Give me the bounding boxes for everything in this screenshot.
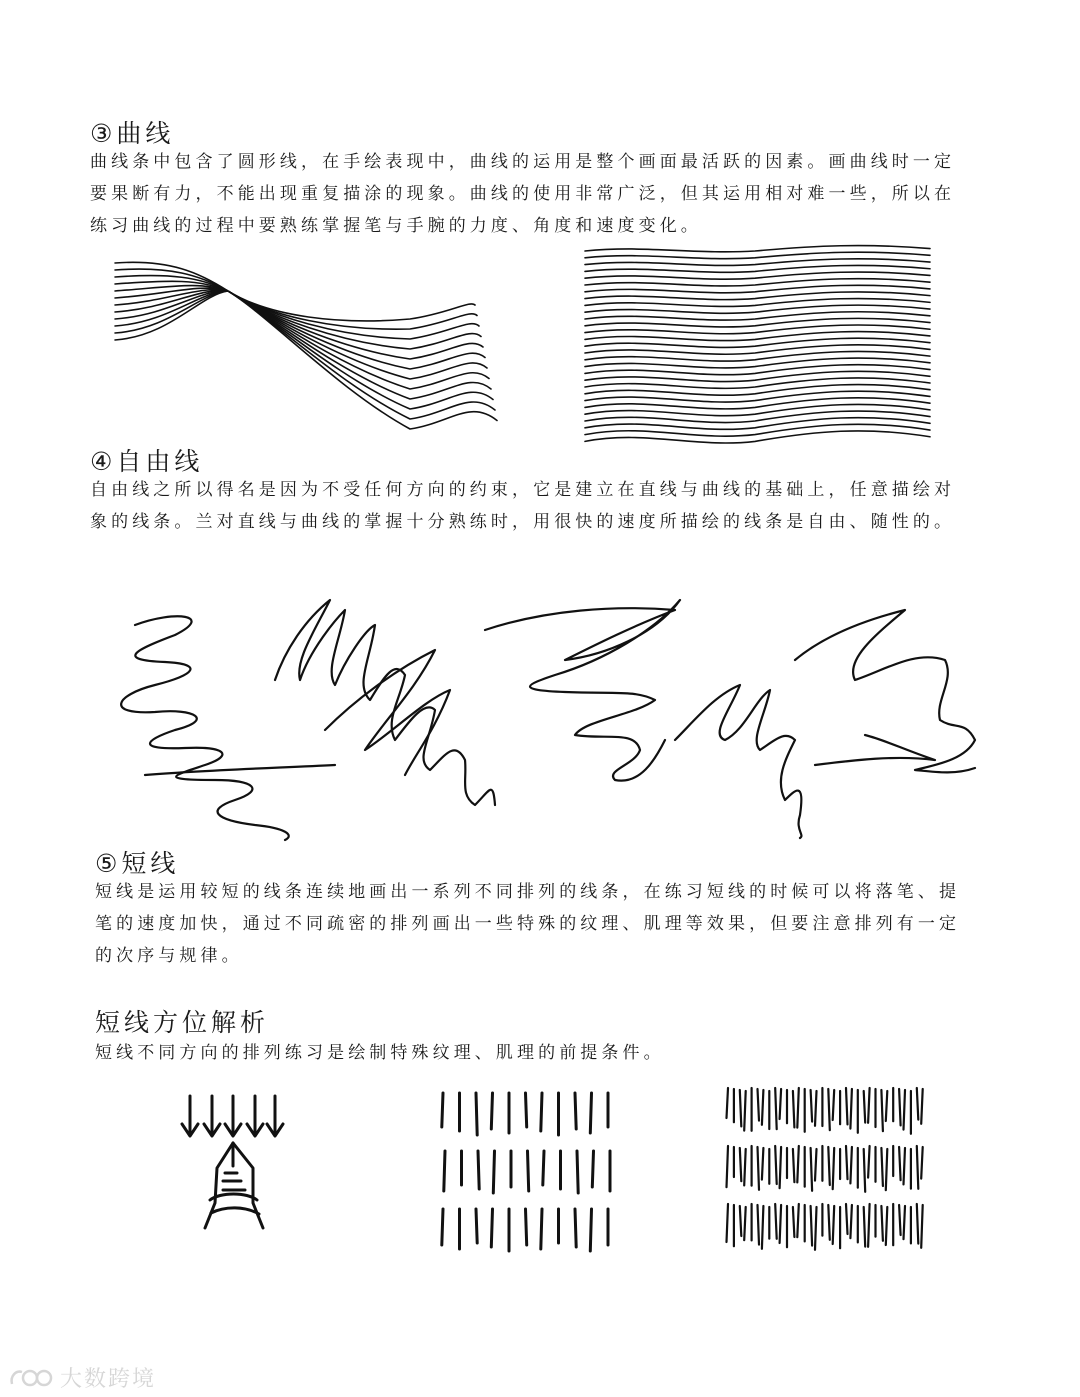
short-stroke <box>526 1209 527 1245</box>
short-stroke <box>541 1209 542 1249</box>
free-scribble-1 <box>121 616 289 840</box>
short-stroke <box>833 1206 835 1244</box>
paragraph-line: 曲线条中包含了圆形线，在手绘表现中，曲线的运用是整个画面最活跃的因素。画曲线时一定 <box>90 152 956 172</box>
free-scribble-4b <box>815 735 935 765</box>
short-stroke <box>815 1149 817 1181</box>
short-stroke <box>758 1205 760 1245</box>
short-stroke <box>850 1089 852 1129</box>
short-stroke <box>886 1149 888 1190</box>
short-stroke <box>775 1088 777 1129</box>
short-stroke <box>740 1206 742 1236</box>
short-stroke <box>744 1149 746 1185</box>
short-stroke <box>744 1207 746 1240</box>
paragraph-line: 短线不同方向的排列练习是绘制特殊纹理、肌理的前提条件。 <box>95 1043 665 1063</box>
short-stroke <box>850 1147 852 1183</box>
short-stroke <box>815 1091 817 1126</box>
free-scribble-3 <box>485 600 680 781</box>
short-stroke <box>793 1149 795 1182</box>
short-stroke <box>846 1088 848 1124</box>
short-stroke <box>491 1209 492 1247</box>
paragraph-line: 象的线条。兰对直线与曲线的掌握十分熟练时，用很快的速度所描绘的线条是自由、随性的。 <box>90 512 956 532</box>
pen-hand-icon <box>205 1143 263 1228</box>
short-stroke <box>478 1151 479 1189</box>
short-stroke <box>921 1205 923 1248</box>
short-stroke <box>528 1151 529 1191</box>
short-stroke <box>762 1206 764 1249</box>
curve-wave-illustration <box>585 245 935 450</box>
short-stroke <box>864 1149 866 1192</box>
wave-line <box>585 418 930 430</box>
short-stroke <box>868 1204 870 1247</box>
short-stroke <box>797 1146 799 1182</box>
short-stroke <box>828 1089 830 1130</box>
paragraph-line: 要果断有力，不能出现重复描涂的现象。曲线的使用非常广泛，但其运用相对难一些，所以在 <box>90 184 956 204</box>
short-stroke <box>543 1151 544 1185</box>
down-arrow-icon <box>247 1096 263 1136</box>
short-stroke <box>590 1209 591 1251</box>
short-stroke <box>793 1091 795 1127</box>
down-arrow-icon <box>267 1096 283 1136</box>
short-stroke <box>758 1147 760 1190</box>
short-stroke <box>762 1148 764 1180</box>
short-stroke <box>775 1146 777 1184</box>
short-stroke <box>828 1147 830 1185</box>
short-stroke <box>921 1147 923 1179</box>
short-stroke <box>828 1205 830 1240</box>
short-stroke <box>921 1089 923 1124</box>
short-stroke <box>780 1089 782 1119</box>
down-arrow-icon <box>182 1096 198 1136</box>
short-stroke <box>727 1204 729 1242</box>
short-stroke <box>917 1146 919 1189</box>
short-stroke <box>740 1148 742 1181</box>
short-lines-sparse-illustration <box>435 1085 635 1255</box>
short-stroke <box>864 1091 866 1123</box>
short-stroke <box>727 1088 729 1118</box>
paragraph-line: 笔的速度加快，通过不同疏密的排列画出一些特殊的纹理、肌理等效果，但要注意排列有一定 <box>95 914 961 934</box>
short-stroke <box>811 1148 813 1191</box>
short-stroke <box>917 1204 919 1244</box>
wave-line <box>585 431 930 443</box>
short-stroke <box>815 1207 817 1250</box>
paragraph-line: 自由线之所以得名是因为不受任何方向的约束，它是建立在直线与曲线的基础上，任意描绘对 <box>90 480 956 500</box>
short-stroke <box>476 1093 477 1135</box>
wave-line <box>585 404 930 415</box>
free-scribble-3b <box>675 685 801 838</box>
short-stroke <box>881 1206 883 1241</box>
paragraph-line: 短线是运用较短的线条连续地画出一系列不同排列的线条，在练习短线的时候可以将落笔、提 <box>95 882 961 902</box>
short-stroke <box>762 1090 764 1125</box>
short-stroke <box>775 1204 777 1239</box>
short-stroke <box>780 1147 782 1188</box>
short-stroke <box>886 1091 888 1121</box>
short-stroke <box>442 1093 443 1127</box>
short-stroke <box>590 1093 591 1133</box>
short-stroke <box>575 1209 576 1247</box>
watermark-text: 大数跨境 <box>60 1367 157 1392</box>
short-stroke <box>793 1207 795 1237</box>
section-title-curve: ③曲线 <box>90 119 175 148</box>
short-stroke <box>491 1093 492 1129</box>
short-stroke <box>727 1146 729 1187</box>
short-stroke <box>740 1090 742 1126</box>
stroke-direction-illustration <box>175 1088 295 1238</box>
wave-line <box>585 265 930 272</box>
short-stroke <box>868 1088 870 1123</box>
short-stroke <box>833 1090 835 1120</box>
short-stroke <box>744 1091 746 1131</box>
curve-line <box>115 288 485 369</box>
short-stroke <box>904 1090 906 1130</box>
section-title-free: ④自由线 <box>90 447 204 476</box>
short-stroke <box>881 1148 883 1186</box>
short-stroke <box>444 1151 445 1191</box>
free-scribble-4 <box>795 610 975 772</box>
short-stroke <box>442 1209 443 1245</box>
paragraph-orientation <box>95 1037 1015 1069</box>
watermark <box>8 1362 156 1393</box>
free-scribble-2b <box>325 650 450 775</box>
short-stroke <box>846 1146 848 1179</box>
short-stroke <box>476 1209 477 1243</box>
curve-line <box>115 291 495 419</box>
paragraph-curve <box>90 146 1010 242</box>
paragraph-line: 的次序与规律。 <box>95 946 243 966</box>
short-stroke <box>917 1088 919 1120</box>
paragraph-line: 练习曲线的过程中要熟练掌握笔与手腕的力度、角度和速度变化。 <box>90 216 702 236</box>
section-title-short: ⑤短线 <box>95 849 180 878</box>
short-stroke <box>797 1088 799 1128</box>
short-stroke <box>797 1204 799 1237</box>
short-stroke <box>541 1093 542 1131</box>
short-stroke <box>493 1151 494 1193</box>
paragraph-short <box>95 876 1015 972</box>
down-arrow-icon <box>204 1096 220 1136</box>
wave-line <box>585 411 930 423</box>
short-stroke <box>881 1090 883 1131</box>
wave-line <box>585 246 930 252</box>
short-stroke <box>575 1093 576 1129</box>
short-stroke <box>592 1151 593 1187</box>
short-stroke <box>899 1205 901 1235</box>
paragraph-free <box>90 474 1010 538</box>
short-stroke <box>780 1205 782 1243</box>
short-stroke <box>899 1089 901 1125</box>
down-arrow-icon <box>225 1096 241 1136</box>
short-stroke <box>833 1148 835 1189</box>
short-stroke <box>899 1147 901 1180</box>
short-stroke <box>811 1090 813 1122</box>
short-stroke <box>758 1089 760 1121</box>
short-stroke <box>577 1151 578 1193</box>
short-stroke <box>886 1207 888 1245</box>
wave-line <box>585 272 930 279</box>
short-stroke <box>846 1204 848 1234</box>
free-scribble-2 <box>275 600 495 805</box>
wave-line <box>585 259 930 266</box>
wave-line <box>585 252 930 258</box>
free-line-illustration <box>95 590 995 850</box>
free-scribble-1b <box>145 765 335 775</box>
short-stroke <box>526 1093 527 1127</box>
short-stroke <box>904 1148 906 1184</box>
wave-line <box>585 424 930 436</box>
short-lines-dense-illustration <box>722 1082 937 1257</box>
short-stroke <box>868 1146 870 1178</box>
short-stroke <box>811 1206 813 1246</box>
curve-fan-illustration <box>110 255 510 435</box>
section-title-orientation: 短线方位解析 <box>95 1008 270 1037</box>
short-stroke <box>864 1207 866 1247</box>
short-stroke <box>850 1205 852 1238</box>
curve-line <box>115 291 493 409</box>
camera-logo-icon <box>8 1366 54 1390</box>
short-stroke <box>904 1206 906 1239</box>
